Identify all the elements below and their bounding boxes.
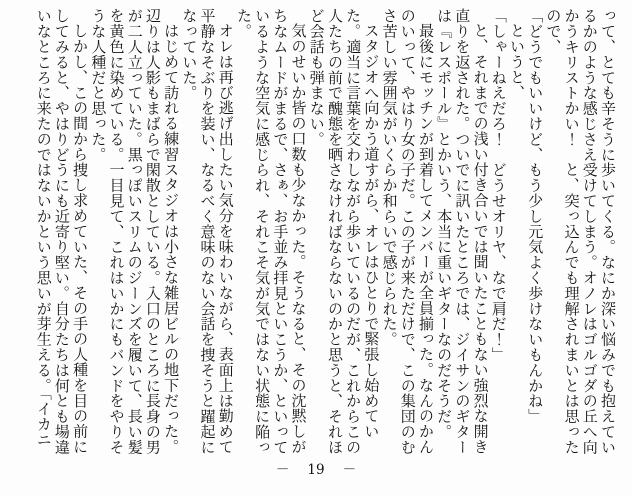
page-text — [35, 8, 618, 456]
paragraph: というと、 — [507, 23, 526, 100]
paragraph: って、とても辛そうに歩いてくる。なにか深い悩みでも抱えているかのような感じさえ受けてしまう。オノレはゴルゴダの丘へ向かうキリストかい！ と、突っ込んでも理解されまいとは思ったので、 — [544, 8, 617, 455]
page-number: 19 — [307, 462, 325, 478]
paragraph-quote: 「しゃーねえだろ！ どうせオリヤ、なで肩だ！」 — [489, 8, 508, 363]
footer-dash-left: － — [275, 462, 290, 478]
paragraph-quote: 「どうでもいいけど、もう少し元気よく歩けないもんかね」 — [526, 8, 545, 424]
paragraph: 気のせいか皆の口数も少なかった。そうなると、その沈黙しがちなムードがまるで、さぁ、お手並み拝見といこうか、といっているような空気に感じられ、それこそ気が気ではない状態に陥った。 — [234, 8, 308, 455]
footer-dash-right: － — [342, 462, 357, 478]
paragraph: スタジオへ向かう道すがら、オレはひとりで緊張し始めていた。適当に言葉を交わしながら歩いているのだが、これからこの人たちの前で醜態を晒さなければならないのかと思うと、それほど会話も弾まない。 — [307, 8, 381, 455]
paragraph: はじめて訪れる練習スタジオは小さな雑居ビルの地下だった。辺りは人影もまばらで閑散としている。入口のところに長身の男が二人立っていた。黒っぽいスリムのジーンズを履いて、長い髪を黄色に染めている。一目見て、これはいかにもバンドをやりそうな人種だと思った。 — [89, 8, 181, 455]
paragraph: と、それまでの浅い付き合いでは聞いたこともない強烈な開き直りを返された。ついでに訊いたところでは、ジイサンのギターは『レスポール』とかいう、本当に重いギターなのだそうだ。 — [435, 8, 490, 455]
paragraph: オレは再び逃げ出したい気分を味わいながら、表面上は勤めて平静なそぶりを装い、なるべく意味のない会話を捜そうと躍起になっていた。 — [180, 8, 235, 455]
paragraph: しかし、この間から捜し求めていた、その手の人種を目の前にしてみると、やはりどうにも近寄り堅い。自分たちは何とも場違いなところに来たのではないかという思いが芽生える。「イカニ — [34, 8, 90, 455]
paragraph: 最後にモッチンが到着してメンバーが全員揃った。なんのかんのいって、やはり女の子だ。この子が来ただけで、この集団のむさ苦しい雰囲気がいくらか和らいで感じられた。 — [380, 8, 435, 455]
page-footer — [0, 458, 632, 478]
